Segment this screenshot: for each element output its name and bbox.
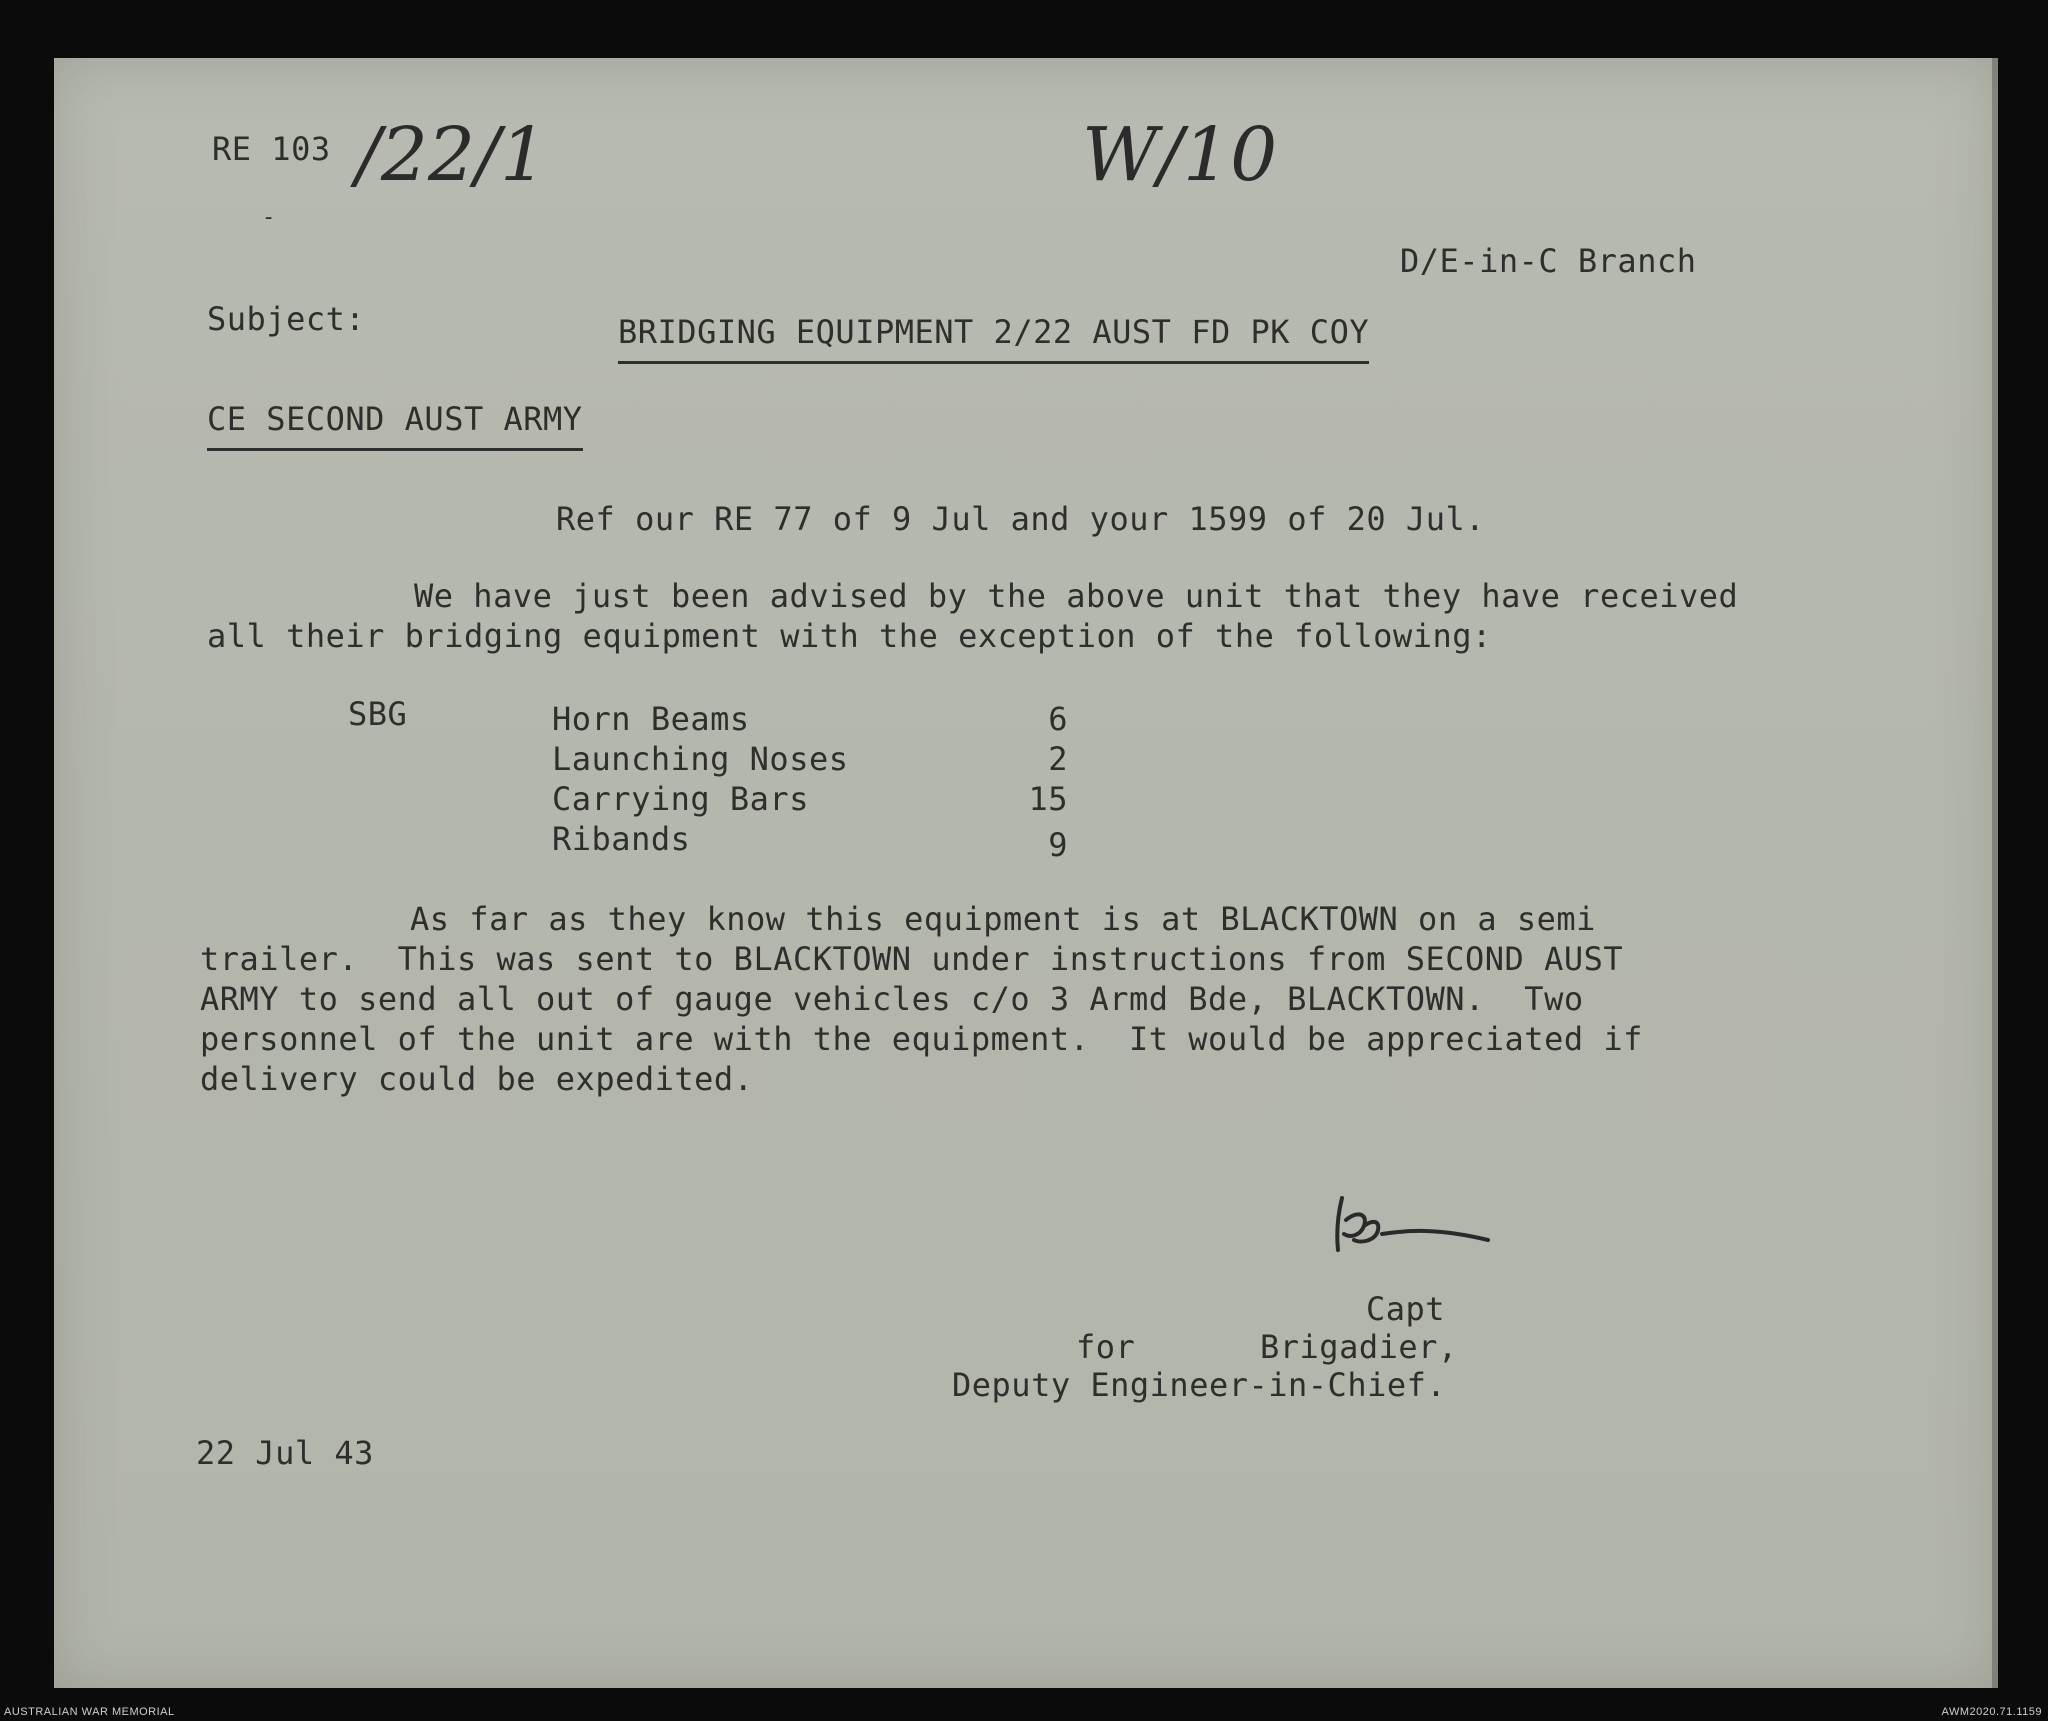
handwritten-mark: W/10 [1082,112,1278,198]
equipment-item-qty: 6 [1048,700,1068,738]
file-reference: RE 103 [212,130,331,168]
handwritten-reference: /22/1 [356,112,548,198]
subject-label: Subject: [207,300,366,338]
equipment-item-name: Launching Noses [552,740,849,778]
equipment-item-name: Carrying Bars [552,780,809,818]
signatory-position: Deputy Engineer-in-Chief. [952,1366,1447,1404]
para2-line-1: As far as they know this equipment is at BLACKTOWN on a semi [410,900,1596,938]
signatory-title: Brigadier, [1260,1328,1458,1366]
para1-line-1: We have just been advised by the above unit that they have received [414,577,1739,615]
equipment-item-qty: 2 [1048,740,1068,778]
para2-line-3: ARMY to send all out of gauge vehicles c/o 3 Armd Bde, BLACKTOWN. Two [200,980,1584,1018]
document-date: 22 Jul 43 [196,1434,374,1472]
equipment-category: SBG [348,695,408,733]
signature-scrawl [1328,1190,1498,1260]
para2-line-4: personnel of the unit are with the equipment. It would be appreciated if [200,1020,1643,1058]
equipment-item-name: Horn Beams [552,700,750,738]
footer-source: AUSTRALIAN WAR MEMORIAL [4,1706,175,1718]
equipment-item-qty: 9 [1048,826,1068,864]
signatory-rank: Capt [1366,1290,1446,1328]
para2-line-2: trailer. This was sent to BLACKTOWN under instructions from SECOND AUST [200,940,1624,978]
footer-accession: AWM2020.71.1159 [1941,1706,2042,1718]
para1-line-2: all their bridging equipment with the exception of the following: [207,617,1492,655]
handwritten-dash: - [262,205,276,230]
para2-line-5: delivery could be expedited. [200,1060,754,1098]
addressee: CE SECOND AUST ARMY [207,400,583,451]
signatory-for: for [1076,1328,1136,1366]
subject-line: BRIDGING EQUIPMENT 2/22 AUST FD PK COY [618,313,1369,364]
equipment-item-qty: 15 [1028,780,1068,818]
reference-line: Ref our RE 77 of 9 Jul and your 1599 of 20 Jul. [556,500,1485,538]
equipment-item-name: Ribands [552,820,691,858]
branch: D/E-in-C Branch [1400,242,1697,280]
